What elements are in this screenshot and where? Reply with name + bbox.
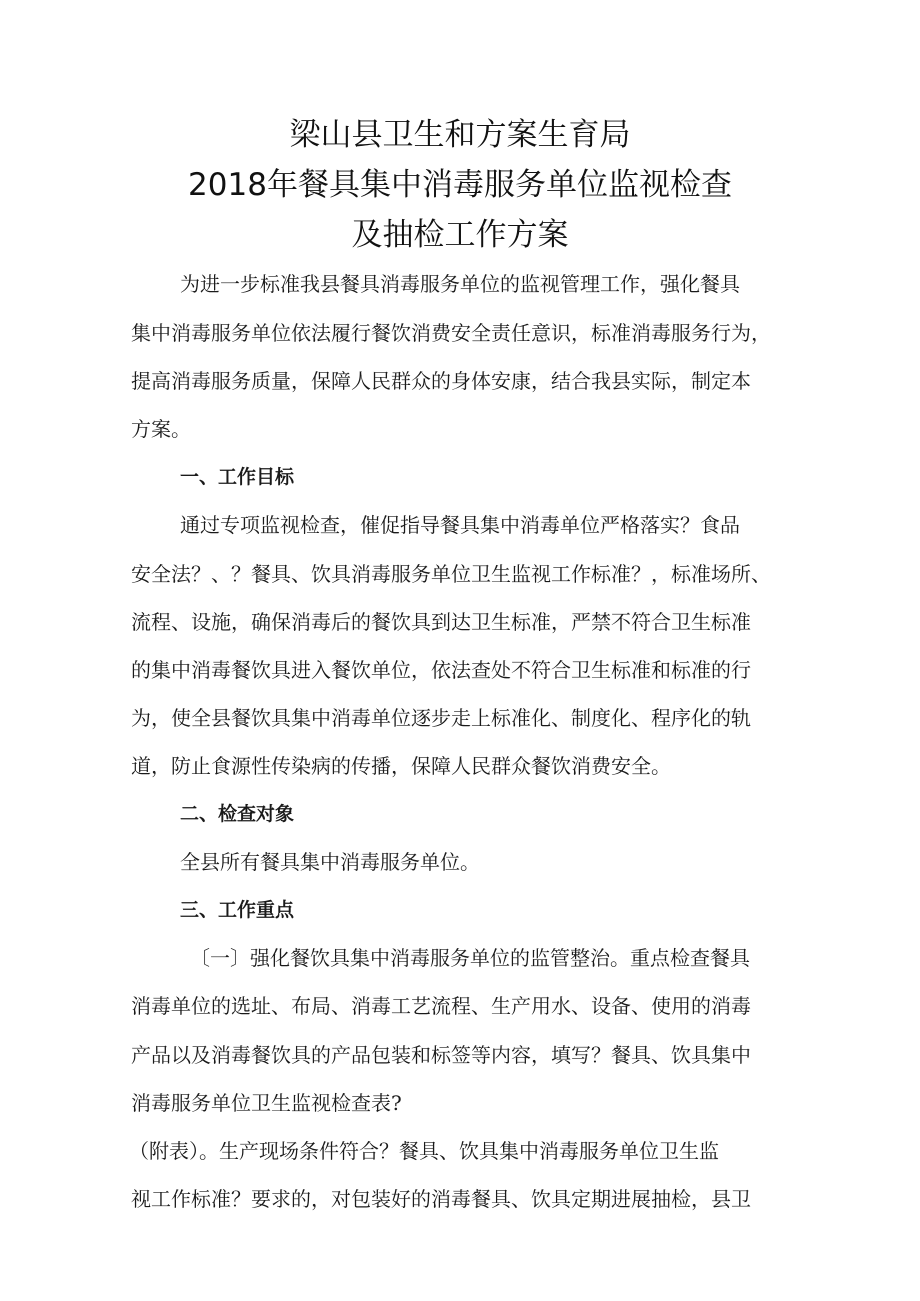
section1-line: 的集中消毒餐饮具进入餐饮单位，依法查处不符合卫生标准和标准的行 [131, 658, 751, 682]
title-line-agency: 梁山县卫生和方案生育局 [289, 117, 631, 153]
section-heading-focus: 三、工作重点 [180, 899, 295, 921]
title-line-subject: 2018年餐具集中消毒服务单位监视检查 [188, 167, 732, 203]
section3-line: 消毒服务单位卫生监视检查表? [131, 1091, 402, 1115]
section1-line: 为，使全县餐饮具集中消毒单位逐步走上标准化、制度化、程序化的轨 [131, 706, 751, 730]
intro-line: 方案。 [131, 417, 191, 441]
title-line-plan: 及抽检工作方案 [351, 217, 569, 253]
section1-line: 流程、设施，确保消毒后的餐饮具到达卫生标准，严禁不符合卫生标准 [131, 610, 751, 634]
section3-line: （附表）。生产现场条件符合？餐具、饮具集中消毒服务单位卫生监 [129, 1139, 719, 1163]
section1-line: 安全法？、？餐具、饮具消毒服务单位卫生监视工作标准？，标准场所、 [131, 562, 771, 586]
section1-line: 通过专项监视检查，催促指导餐具集中消毒单位严格落实？食品 [180, 513, 740, 537]
section-heading-goals: 一、工作目标 [180, 466, 295, 488]
intro-line: 集中消毒服务单位依法履行餐饮消费安全责任意识，标准消毒服务行为， [131, 321, 771, 345]
section3-line: 视工作标准？要求的，对包装好的消毒餐具、饮具定期进展抽检，县卫 [131, 1187, 751, 1211]
section3-line: 产品以及消毒餐饮具的产品包装和标签等内容，填写？餐具、饮具集中 [131, 1043, 751, 1067]
section-heading-targets: 二、检查对象 [180, 803, 295, 825]
section3-line: 消毒单位的选址、布局、消毒工艺流程、生产用水、设备、使用的消毒 [131, 994, 751, 1018]
intro-line: 为进一步标准我县餐具消毒服务单位的监视管理工作，强化餐具 [180, 272, 740, 296]
section3-line: 〔一〕强化餐饮具集中消毒服务单位的监管整治。重点检查餐具 [190, 946, 750, 970]
section2-line: 全县所有餐具集中消毒服务单位。 [180, 850, 480, 874]
document-title [0, 110, 920, 260]
section1-line: 道，防止食源性传染病的传播，保障人民群众餐饮消费安全。 [131, 754, 671, 778]
intro-line: 提高消毒服务质量，保障人民群众的身体安康，结合我县实际，制定本 [131, 369, 751, 393]
